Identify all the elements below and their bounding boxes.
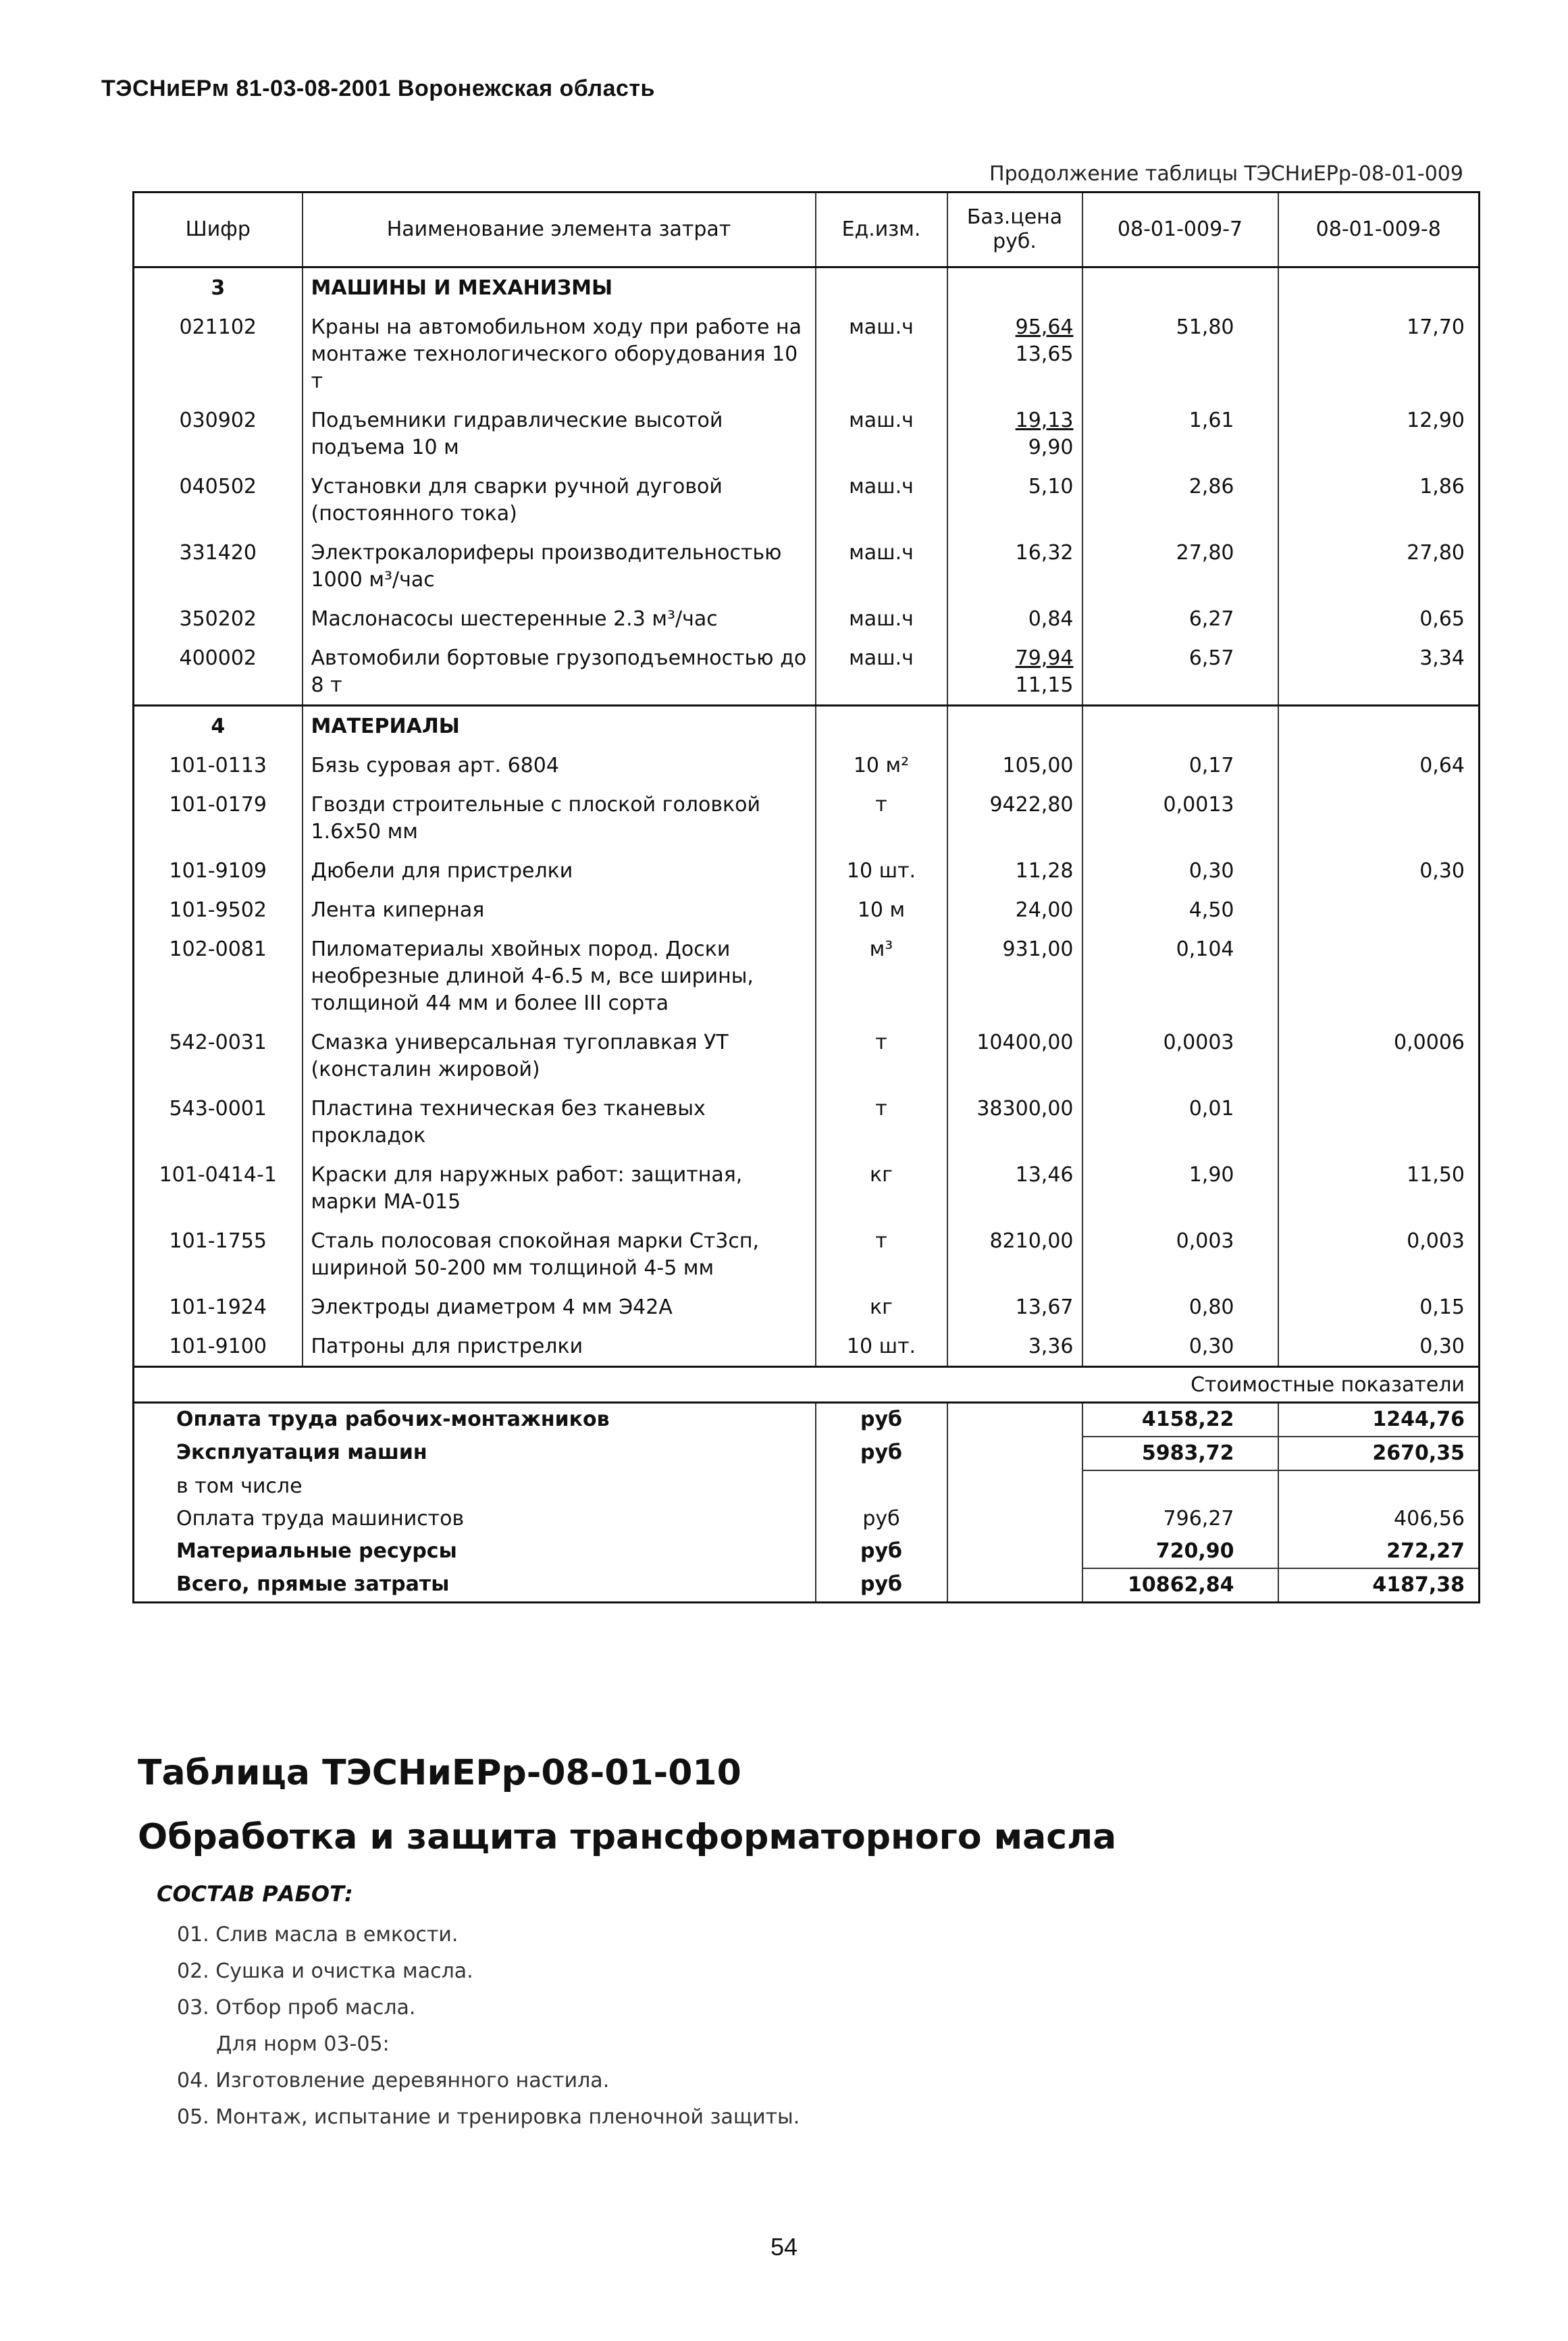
cost-header: Стоимостные показатели — [134, 1367, 1480, 1403]
resource-unit: 10 м — [816, 890, 947, 929]
price-value: 95,64 — [1015, 315, 1074, 339]
table-row — [134, 890, 1480, 929]
summary-row — [134, 1437, 1480, 1470]
price-secondary: 9,90 — [1028, 436, 1074, 459]
work-item: 02. Сушка и очистка масла. — [177, 1959, 473, 1983]
empty-cell — [1278, 706, 1480, 746]
table-row — [134, 1327, 1480, 1367]
table-row — [134, 1221, 1480, 1287]
continuation-note: Продолжение таблицы ТЭСНиЕРр-08-01-009 — [989, 162, 1463, 186]
resource-name: Маслонасосы шестеренные 2.3 м³/час — [303, 599, 816, 638]
table-row — [134, 467, 1480, 533]
cost-header-row — [134, 1367, 1480, 1403]
summary-unit: руб — [816, 1535, 947, 1568]
resource-unit: маш.ч — [816, 533, 947, 599]
col-header-unit: Ед.изм. — [816, 192, 947, 267]
value-08-01-009-7: 0,104 — [1082, 929, 1278, 1023]
value-08-01-009-8 — [1278, 890, 1480, 929]
col-header-08-01-009-8: 08-01-009-8 — [1278, 192, 1480, 267]
summary-label: Оплата труда машинистов — [134, 1503, 816, 1535]
resource-unit: т — [816, 1221, 947, 1287]
empty-cell — [947, 1568, 1082, 1603]
resource-code: 102-0081 — [134, 929, 303, 1023]
empty-cell — [1278, 267, 1480, 308]
resource-name: Краски для наружных работ: защитная, марки МА-015 — [303, 1155, 816, 1221]
price-value: 10400,00 — [976, 1031, 1074, 1054]
summary-row — [134, 1568, 1480, 1603]
price-value: 13,46 — [1015, 1163, 1074, 1187]
value-08-01-009-7: 0,01 — [1082, 1089, 1278, 1155]
resource-unit: 10 шт. — [816, 1327, 947, 1367]
price-value: 19,13 — [1015, 409, 1074, 432]
table-header-row — [134, 192, 1480, 267]
resource-price — [947, 746, 1082, 785]
col-header-price: Баз.цена руб. — [947, 192, 1082, 267]
table-row — [134, 307, 1480, 401]
resource-price — [947, 1023, 1082, 1089]
table-row — [134, 1155, 1480, 1221]
resource-name: Пластина техническая без тканевых прокладок — [303, 1089, 816, 1155]
price-value: 16,32 — [1015, 541, 1074, 565]
resource-code: 101-9502 — [134, 890, 303, 929]
resource-name: Бязь суровая арт. 6804 — [303, 746, 816, 785]
resource-price — [947, 1221, 1082, 1287]
resource-unit: т — [816, 1089, 947, 1155]
summary-value-08-01-009-7: 796,27 — [1082, 1503, 1278, 1535]
resource-code: 331420 — [134, 533, 303, 599]
resource-price — [947, 599, 1082, 638]
summary-row — [134, 1535, 1480, 1568]
value-08-01-009-8: 1,86 — [1278, 467, 1480, 533]
resource-price — [947, 1287, 1082, 1327]
col-header-code: Шифр — [134, 192, 303, 267]
next-table-subtitle: Обработка и защита трансформаторного масла — [138, 1817, 1117, 1857]
resource-unit: 10 м² — [816, 746, 947, 785]
resource-table — [132, 191, 1480, 1603]
document-header: ТЭСНиЕРм 81-03-08-2001 Воронежская область — [101, 76, 655, 101]
work-item: 05. Монтаж, испытание и тренировка пленочной защиты. — [177, 2105, 800, 2129]
resource-name: Дюбели для пристрелки — [303, 851, 816, 890]
resource-code: 101-0179 — [134, 785, 303, 851]
col-header-name: Наименование элемента затрат — [303, 192, 816, 267]
value-08-01-009-8 — [1278, 929, 1480, 1023]
price-value: 0,84 — [1028, 607, 1074, 631]
section-title: МАШИНЫ И МЕХАНИЗМЫ — [303, 267, 816, 308]
resource-code: 101-9109 — [134, 851, 303, 890]
resource-code: 350202 — [134, 599, 303, 638]
value-08-01-009-7: 6,57 — [1082, 638, 1278, 706]
value-08-01-009-8 — [1278, 1089, 1480, 1155]
resource-code: 101-9100 — [134, 1327, 303, 1367]
value-08-01-009-8: 0,65 — [1278, 599, 1480, 638]
value-08-01-009-8: 0,15 — [1278, 1287, 1480, 1327]
value-08-01-009-7: 0,0003 — [1082, 1023, 1278, 1089]
resource-unit: 10 шт. — [816, 851, 947, 890]
value-08-01-009-8: 3,34 — [1278, 638, 1480, 706]
summary-label: Материальные ресурсы — [134, 1535, 816, 1568]
table-row — [134, 1023, 1480, 1089]
summary-value-08-01-009-7: 10862,84 — [1082, 1568, 1278, 1603]
resource-code: 101-1755 — [134, 1221, 303, 1287]
empty-cell — [1082, 706, 1278, 746]
value-08-01-009-8: 0,64 — [1278, 746, 1480, 785]
resource-name: Сталь полосовая спокойная марки Ст3сп, шириной 50-200 мм толщиной 4-5 мм — [303, 1221, 816, 1287]
value-08-01-009-7: 0,003 — [1082, 1221, 1278, 1287]
resource-price — [947, 533, 1082, 599]
resource-price — [947, 467, 1082, 533]
resource-name: Смазка универсальная тугоплавкая УТ (консталин жировой) — [303, 1023, 816, 1089]
page-number: 54 — [770, 2233, 798, 2261]
resource-name: Подъемники гидравлические высотой подъема 10 м — [303, 401, 816, 467]
resource-price — [947, 1155, 1082, 1221]
resource-name: Автомобили бортовые грузоподъемностью до 8 т — [303, 638, 816, 706]
value-08-01-009-8 — [1278, 785, 1480, 851]
summary-value-08-01-009-8: 1244,76 — [1278, 1403, 1480, 1437]
value-08-01-009-7: 2,86 — [1082, 467, 1278, 533]
value-08-01-009-8: 0,0006 — [1278, 1023, 1480, 1089]
work-item: Для норм 03-05: — [216, 2032, 390, 2056]
resource-price — [947, 1327, 1082, 1367]
resource-name: Патроны для пристрелки — [303, 1327, 816, 1367]
resource-code: 040502 — [134, 467, 303, 533]
value-08-01-009-7: 0,0013 — [1082, 785, 1278, 851]
resource-name: Установки для сварки ручной дуговой (постоянного тока) — [303, 467, 816, 533]
summary-value-08-01-009-7 — [1082, 1470, 1278, 1503]
summary-unit: руб — [816, 1568, 947, 1603]
empty-cell — [947, 1470, 1082, 1503]
table-row — [134, 401, 1480, 467]
resource-unit: кг — [816, 1155, 947, 1221]
resource-name: Электрокалориферы производительностью 1000 м³/час — [303, 533, 816, 599]
summary-value-08-01-009-8: 406,56 — [1278, 1503, 1480, 1535]
resource-code: 542-0031 — [134, 1023, 303, 1089]
value-08-01-009-7: 4,50 — [1082, 890, 1278, 929]
value-08-01-009-7: 0,17 — [1082, 746, 1278, 785]
empty-cell — [816, 267, 947, 308]
summary-value-08-01-009-7: 4158,22 — [1082, 1403, 1278, 1437]
summary-label: Эксплуатация машин — [134, 1437, 816, 1470]
next-table-title: Таблица ТЭСНиЕРр-08-01-010 — [138, 1753, 741, 1793]
section-title: МАТЕРИАЛЫ — [303, 706, 816, 746]
resource-code: 021102 — [134, 307, 303, 401]
resource-unit: маш.ч — [816, 599, 947, 638]
empty-cell — [947, 706, 1082, 746]
summary-value-08-01-009-8 — [1278, 1470, 1480, 1503]
value-08-01-009-8: 12,90 — [1278, 401, 1480, 467]
table-row — [134, 1287, 1480, 1327]
value-08-01-009-8: 27,80 — [1278, 533, 1480, 599]
price-secondary: 13,65 — [1015, 342, 1074, 366]
table-row — [134, 851, 1480, 890]
table-row — [134, 785, 1480, 851]
section-number: 3 — [134, 267, 303, 308]
summary-row — [134, 1403, 1480, 1437]
resource-price — [947, 851, 1082, 890]
empty-cell — [947, 267, 1082, 308]
summary-value-08-01-009-7: 5983,72 — [1082, 1437, 1278, 1470]
value-08-01-009-7: 1,90 — [1082, 1155, 1278, 1221]
value-08-01-009-8: 0,30 — [1278, 851, 1480, 890]
summary-value-08-01-009-7: 720,90 — [1082, 1535, 1278, 1568]
price-value: 9422,80 — [989, 793, 1074, 817]
value-08-01-009-7: 0,30 — [1082, 1327, 1278, 1367]
price-value: 8210,00 — [989, 1229, 1074, 1253]
price-value: 3,36 — [1028, 1335, 1074, 1358]
resource-price — [947, 1089, 1082, 1155]
table-row — [134, 638, 1480, 706]
resource-unit: т — [816, 1023, 947, 1089]
resource-unit: т — [816, 785, 947, 851]
resource-unit: маш.ч — [816, 307, 947, 401]
resource-unit: маш.ч — [816, 638, 947, 706]
resource-name: Лента киперная — [303, 890, 816, 929]
table-row — [134, 746, 1480, 785]
resource-code: 101-0414-1 — [134, 1155, 303, 1221]
work-item: 04. Изготовление деревянного настила. — [177, 2069, 610, 2092]
price-value: 79,94 — [1015, 646, 1074, 670]
value-08-01-009-7: 27,80 — [1082, 533, 1278, 599]
value-08-01-009-8: 11,50 — [1278, 1155, 1480, 1221]
summary-label: Оплата труда рабочих-монтажников — [134, 1403, 816, 1437]
price-value: 11,28 — [1015, 859, 1074, 883]
resource-unit: кг — [816, 1287, 947, 1327]
summary-value-08-01-009-8: 272,27 — [1278, 1535, 1480, 1568]
empty-cell — [947, 1503, 1082, 1535]
value-08-01-009-8: 17,70 — [1278, 307, 1480, 401]
summary-row — [134, 1470, 1480, 1503]
summary-label: Всего, прямые затраты — [134, 1568, 816, 1603]
table-body — [134, 267, 1480, 1603]
summary-unit: руб — [816, 1437, 947, 1470]
table-row — [134, 533, 1480, 599]
empty-cell — [816, 706, 947, 746]
summary-unit — [816, 1470, 947, 1503]
empty-cell — [1082, 267, 1278, 308]
empty-cell — [947, 1437, 1082, 1470]
work-item: 01. Слив масла в емкости. — [177, 1923, 459, 1947]
resource-name: Пиломатериалы хвойных пород. Доски необрезные длиной 4-6.5 м, все ширины, толщиной 44 мм и более III сорта — [303, 929, 816, 1023]
price-value: 105,00 — [1002, 754, 1074, 777]
resource-code: 101-1924 — [134, 1287, 303, 1327]
section-number: 4 — [134, 706, 303, 746]
table-row — [134, 1089, 1480, 1155]
resource-price — [947, 785, 1082, 851]
works-list — [177, 1917, 800, 2136]
table-row — [134, 599, 1480, 638]
empty-cell — [947, 1403, 1082, 1437]
resource-code: 030902 — [134, 401, 303, 467]
resource-name: Электроды диаметром 4 мм Э42А — [303, 1287, 816, 1327]
works-header: СОСТАВ РАБОТ: — [157, 1881, 353, 1907]
price-value: 13,67 — [1015, 1295, 1074, 1319]
section-row — [134, 267, 1480, 308]
value-08-01-009-7: 0,30 — [1082, 851, 1278, 890]
summary-unit: руб — [816, 1403, 947, 1437]
price-value: 38300,00 — [976, 1097, 1074, 1121]
table-row — [134, 929, 1480, 1023]
value-08-01-009-8: 0,30 — [1278, 1327, 1480, 1367]
summary-unit: руб — [816, 1503, 947, 1535]
resource-name: Гвозди строительные с плоской головкой 1.6х50 мм — [303, 785, 816, 851]
value-08-01-009-7: 0,80 — [1082, 1287, 1278, 1327]
summary-value-08-01-009-8: 2670,35 — [1278, 1437, 1480, 1470]
summary-row — [134, 1503, 1480, 1535]
resource-unit: маш.ч — [816, 467, 947, 533]
price-value: 24,00 — [1015, 898, 1074, 922]
price-value: 5,10 — [1028, 475, 1074, 498]
resource-price — [947, 307, 1082, 401]
section-row — [134, 706, 1480, 746]
resource-name: Краны на автомобильном ходу при работе на монтаже технологического оборудования 10 т — [303, 307, 816, 401]
value-08-01-009-7: 1,61 — [1082, 401, 1278, 467]
value-08-01-009-7: 51,80 — [1082, 307, 1278, 401]
resource-code: 543-0001 — [134, 1089, 303, 1155]
summary-label: в том числе — [134, 1470, 816, 1503]
summary-value-08-01-009-8: 4187,38 — [1278, 1568, 1480, 1603]
resource-code: 101-0113 — [134, 746, 303, 785]
resource-unit: маш.ч — [816, 401, 947, 467]
value-08-01-009-8: 0,003 — [1278, 1221, 1480, 1287]
work-item: 03. Отбор проб масла. — [177, 1996, 416, 2020]
resource-unit: м³ — [816, 929, 947, 1023]
resource-price — [947, 638, 1082, 706]
price-secondary: 11,15 — [1015, 673, 1074, 697]
resource-price — [947, 890, 1082, 929]
price-value: 931,00 — [1002, 937, 1074, 961]
value-08-01-009-7: 6,27 — [1082, 599, 1278, 638]
empty-cell — [947, 1535, 1082, 1568]
resource-price — [947, 929, 1082, 1023]
col-header-08-01-009-7: 08-01-009-7 — [1082, 192, 1278, 267]
resource-code: 400002 — [134, 638, 303, 706]
resource-price — [947, 401, 1082, 467]
